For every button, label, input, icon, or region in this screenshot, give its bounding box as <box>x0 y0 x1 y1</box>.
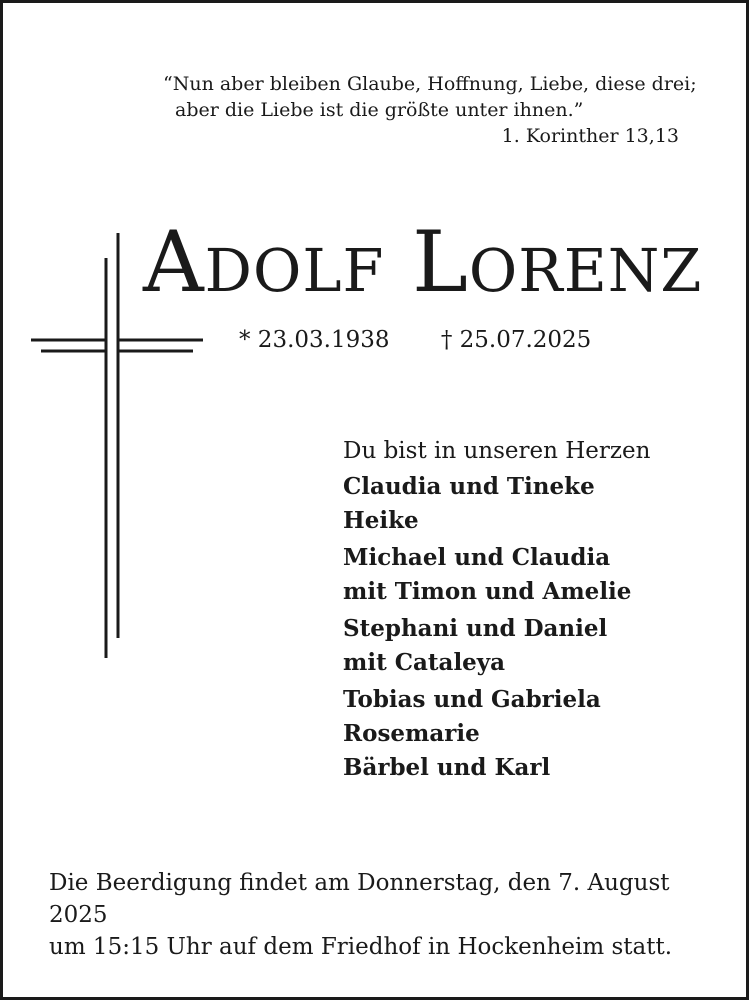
family-member-line: Tobias und Gabriela <box>343 686 601 713</box>
family-member-line: Heike <box>343 507 419 534</box>
funeral-line-1: Die Beerdigung findet am Donnerstag, den 7. August 2025 <box>49 870 670 928</box>
death-date: † 25.07.2025 <box>440 327 592 353</box>
funeral-line-2: um 15:15 Uhr auf dem Friedhof in Hockenheim statt. <box>49 934 673 960</box>
quote-line-1: “Nun aber bleiben Glaube, Hoffnung, Liebe, diese drei; <box>163 73 697 95</box>
family-intro: Du bist in unseren Herzen <box>343 438 651 464</box>
family-member-line: Michael und Claudia <box>343 544 611 571</box>
birth-date: * 23.03.1938 <box>239 327 390 353</box>
funeral-info <box>49 867 729 963</box>
family-member-line: Stephani und Daniel <box>343 615 608 642</box>
quote-line-2: aber die Liebe ist die größte unter ihnen.” <box>175 99 584 121</box>
family-list <box>343 434 723 785</box>
quote-reference: 1. Korinther 13,13 <box>501 125 679 147</box>
bible-quote <box>163 71 723 149</box>
life-dates <box>239 325 591 355</box>
family-member-line: Bärbel und Karl <box>343 754 551 781</box>
family-member-line: Claudia und Tineke <box>343 473 595 500</box>
family-member-line: Rosemarie <box>343 720 480 747</box>
family-member-line: mit Cataleya <box>343 649 506 676</box>
christian-cross-icon <box>3 3 233 683</box>
family-member-line: mit Timon und Amelie <box>343 578 632 605</box>
deceased-name: Adolf Lorenz <box>143 213 703 311</box>
